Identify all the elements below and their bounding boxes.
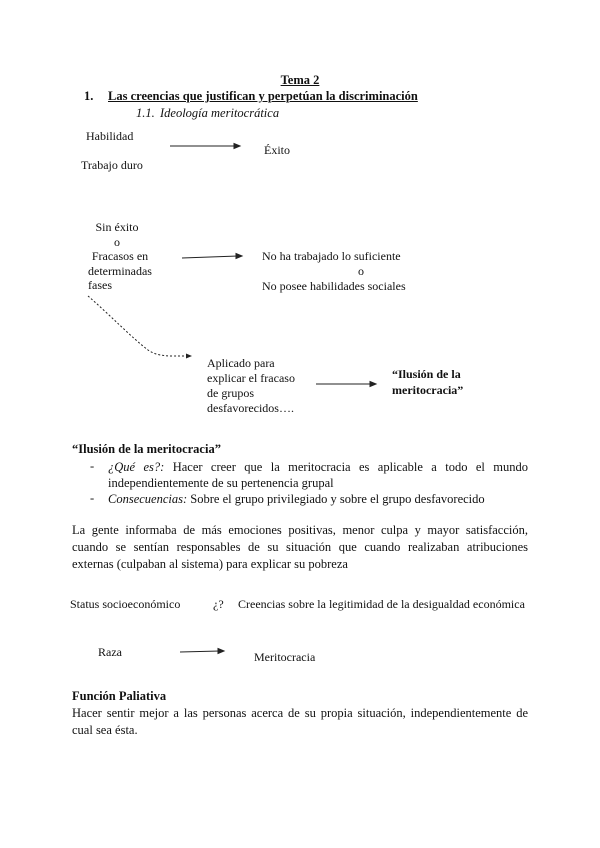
diagram2-right-line1: No ha trabajado lo suficiente [262,249,401,263]
diagram3-left-line: Aplicado para [207,356,275,370]
diagram1-label-trabajo: Trabajo duro [81,158,143,172]
diagram4-question: ¿? [213,597,224,611]
bullet-dash: - [90,491,95,505]
arrow-meritocracia-head [218,649,224,654]
section-title: Las creencias que justifican y perpetúan la discriminación [108,89,418,103]
diagram2-right-or: o [358,264,364,278]
arrow-exito-head [234,144,240,149]
bullet-que-es [108,459,528,491]
diagram3-left-line: desfavorecidos…. [207,401,294,415]
diagram2-left-line: fases [88,278,112,292]
subsection-number: 1.1. [136,106,155,120]
diagram2-left-line: Sin éxito [95,220,139,234]
section-number: 1. [84,89,94,103]
diagram4-status: Status socioeconómico [70,597,181,611]
diagram1-label-habilidad: Habilidad [86,129,134,143]
bullet-label: Consecuencias: [108,492,188,506]
diagram4-meritocracia: Meritocracia [254,650,316,664]
bullet-text: Sobre el grupo privilegiado y sobre el grupo desfavorecido [187,492,485,506]
palliative-heading: Función Paliativa [72,689,167,703]
diagram3-left-line: explicar el fracaso [207,371,295,385]
diagram4-creencias: Creencias sobre la legitimidad de la desigualdad económica [238,597,525,611]
bullet-label: ¿Qué es?: [108,460,165,474]
diagram3-right-line: meritocracia” [392,383,464,397]
dashed-curve [88,296,186,356]
diagram3-left-line: de grupos [207,386,254,400]
diagram1-label-exito: Éxito [264,143,290,157]
illusion-heading: “Ilusión de la meritocracia” [72,442,221,456]
diagram3-right-line: “Ilusión de la [392,367,461,381]
arrow-no-ha-trabajado-head [236,254,242,259]
diagram2-left-line: Fracasos en [91,249,149,263]
bullet-text: Hacer creer que la meritocracia es aplicable a todo el mundo independientemente de su pertenencia grupal [108,460,528,490]
diagram4-raza: Raza [98,645,122,659]
arrow-ilusion-head [370,382,376,387]
diagram2-left-line: o [114,234,120,249]
diagram2-left-line: determinadas [88,263,152,278]
arrow-no-ha-trabajado [182,256,238,258]
page-title: Tema 2 [280,73,320,87]
dashed-curve-head [186,354,192,359]
bullet-consecuencias [108,491,528,507]
bullet-dash: - [90,459,95,473]
diagram2-right-line2: No posee habilidades sociales [262,279,406,293]
body-paragraph: La gente informaba de más emociones positivas, menor culpa y mayor satisfacción, cuando se sentían responsables de su situación que cuando realizaban atribuciones externas (culpaban al sistema) para explicar su pobreza [72,523,528,571]
palliative-text: Hacer sentir mejor a las personas acerca de su propia situación, independientemente de cual sea ésta. [72,706,528,737]
subsection-title: Ideología meritocrática [160,106,280,120]
arrow-meritocracia [180,651,220,652]
